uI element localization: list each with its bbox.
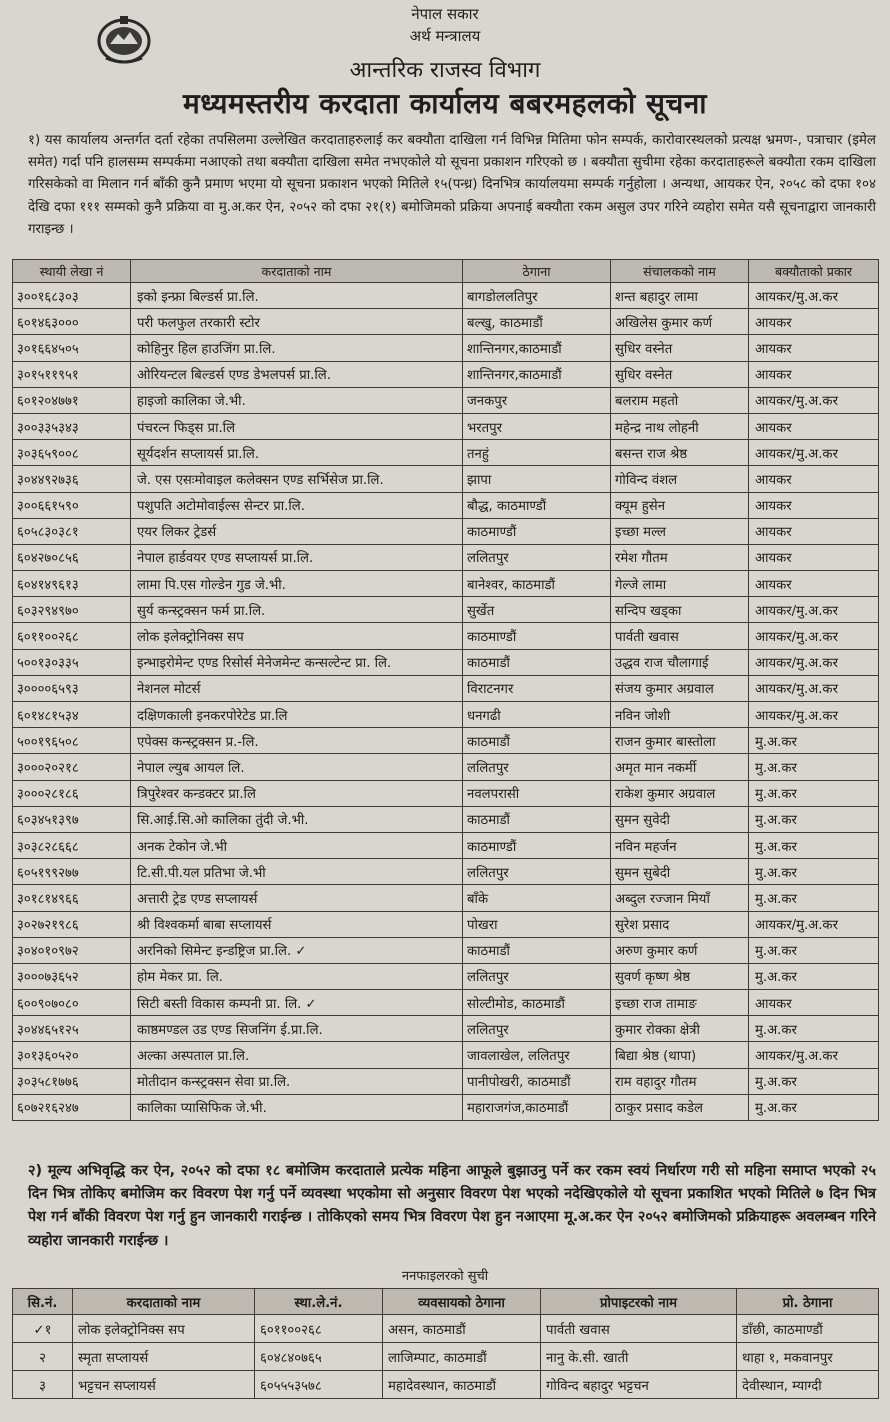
cell-sn: ३	[13, 1371, 73, 1399]
table-row	[13, 1371, 879, 1399]
cell-taxpayer-name: अत्तारी ट्रेड एण्ड सप्लायर्स	[131, 885, 463, 911]
cell-address: झापा	[463, 466, 611, 492]
col-address: ठेगाना	[463, 260, 611, 283]
cell-pan: ३००६६१५९०	[13, 492, 131, 518]
cell-pan: ३०३६५९००८	[13, 440, 131, 466]
cell-pan: ३०१५११९५१	[13, 361, 131, 387]
cell-pan: ३०१८१४९६६	[13, 885, 131, 911]
cell-operator: राजन कुमार बास्तोला	[611, 728, 749, 754]
cell-address: बाँके	[463, 885, 611, 911]
cell-address: तनहुं	[463, 440, 611, 466]
table-row	[13, 571, 879, 597]
cell-address: विराटनगर	[463, 675, 611, 701]
cell-operator: बलराम महतो	[611, 387, 749, 413]
cell-address: काठमाण्डौं	[463, 518, 611, 544]
cell-taxpayer-name: एपेक्स कन्स्ट्रक्सन प्र.-लि.	[131, 728, 463, 754]
cell-business-address: लाजिम्पाट, काठमाडौं	[383, 1343, 541, 1371]
table-row	[13, 387, 879, 413]
cell-operator: उद्धव राज चौलागाई	[611, 649, 749, 675]
cell-operator: ठाकुर प्रसाद कडेल	[611, 1094, 749, 1120]
cell-pan: ३०३८२८६६८	[13, 832, 131, 858]
cell-address: बागडोललतिपुर	[463, 283, 611, 309]
cell-proprietor: नानु के.सी. खाती	[541, 1343, 737, 1371]
cell-pan: ६०४२७०८५६	[13, 544, 131, 570]
col-nf-pan: स्था.ले.नं.	[255, 1289, 383, 1315]
cell-arrears-type: मु.अ.कर	[749, 728, 879, 754]
cell-proprietor-address: थाहा १, मकवानपुर	[737, 1343, 879, 1371]
cell-operator: पार्वती खवास	[611, 623, 749, 649]
cell-address: नवलपरासी	[463, 780, 611, 806]
col-operator: संचालकको नाम	[611, 260, 749, 283]
cell-address: काठमाडौं	[463, 937, 611, 963]
cell-taxpayer-name: नेपाल ल्युब आयल लि.	[131, 754, 463, 780]
cell-pan: ३०३५८१७७६	[13, 1068, 131, 1094]
cell-pan: ३०४०१०९७२	[13, 937, 131, 963]
table-row	[13, 623, 879, 649]
cell-arrears-type: आयकर	[749, 413, 879, 439]
header-ministry: अर्थ मन्त्रालय	[409, 27, 481, 45]
cell-operator: नविन जोशी	[611, 702, 749, 728]
cell-operator: महेन्द्र नाथ लोहनी	[611, 413, 749, 439]
paragraph-2: २) मूल्य अभिवृद्धि कर ऐन, २०५२ को दफा १८ बमोजिम करदाताले प्रत्येक महिना आफूले बुझाउनु पर्ने कर रकम स्वयं निर्धारण गरी सो महिना समाप्त भएको २५ दिन भित्र तोकिए बमोजिम कर विवरण पेश गर्नु पर्ने व्यवस्था भएकोमा सो अनुसार विवरण पेश भएको नदेखिएकोले यो सूचना प्रकाशित भएको मितिले ७ दिन भित्र पेश गर्न बाँकी विवरण पेश गर्नु हुन जानकारी गराईन्छ । तोकिएको समय भित्र विवरण पेश हुन नआएमा मू.अ.कर ऐन २०५२ बमोजिमको प्रक्रियाहरू अवलम्बन गरिने व्यहोरा जानकारी गराईन्छ ।	[28, 1163, 876, 1249]
cell-taxpayer-name: ओरियन्टल बिल्डर्स एण्ड डेभलपर्स प्रा.लि.	[131, 361, 463, 387]
table-row	[13, 859, 879, 885]
cell-address: काठमाडौं	[463, 649, 611, 675]
cell-operator: अब्दुल रज्जान मियाँ	[611, 885, 749, 911]
cell-address: ललितपुर	[463, 544, 611, 570]
cell-address: ललितपुर	[463, 963, 611, 989]
cell-taxpayer-name: अल्का अस्पताल प्रा.लि.	[131, 1042, 463, 1068]
cell-address: काठमाडौं	[463, 728, 611, 754]
cell-operator: शन्त बहादुर लामा	[611, 283, 749, 309]
cell-taxpayer-name: एयर लिकर ट्रेडर्स	[131, 518, 463, 544]
cell-pan: ३०००७३६५२	[13, 963, 131, 989]
cell-taxpayer-name: इन्भाइरोमेन्ट एण्ड रिसोर्स मेनेजमेन्ट कन्सल्टेन्ट प्रा. लि.	[131, 649, 463, 675]
cell-arrears-type: मु.अ.कर	[749, 754, 879, 780]
cell-pan: ६०१४८१५३४	[13, 702, 131, 728]
cell-business-address: असन, काठमाडौं	[383, 1315, 541, 1343]
cell-pan: ३०००२०२१८	[13, 754, 131, 780]
table-row	[13, 911, 879, 937]
cell-arrears-type: मु.अ.कर	[749, 885, 879, 911]
cell-arrears-type: आयकर	[749, 335, 879, 361]
cell-address: ललितपुर	[463, 1016, 611, 1042]
col-pan: स्थायी लेखा नं	[13, 260, 131, 283]
cell-nf-pan: ६०११००२६८	[255, 1315, 383, 1343]
cell-arrears-type: आयकर/मु.अ.कर	[749, 283, 879, 309]
table-row	[13, 885, 879, 911]
cell-pan: ५००१३०३३५	[13, 649, 131, 675]
table-row	[13, 675, 879, 701]
col-proprietor: प्रोपाइटरको नाम	[541, 1289, 737, 1315]
table-row	[13, 466, 879, 492]
cell-address: काठमाडौं	[463, 806, 611, 832]
cell-address: पानीपोखरी, काठमाडौं	[463, 1068, 611, 1094]
cell-address: धनगढी	[463, 702, 611, 728]
cell-operator: नविन महर्जन	[611, 832, 749, 858]
cell-operator: गेल्जे लामा	[611, 571, 749, 597]
cell-operator: संजय कुमार अग्रवाल	[611, 675, 749, 701]
cell-address: काठमाण्डौं	[463, 623, 611, 649]
col-business-address: व्यवसायको ठेगाना	[383, 1289, 541, 1315]
cell-arrears-type: आयकर/मु.अ.कर	[749, 597, 879, 623]
table-row	[13, 283, 879, 309]
cell-taxpayer-name: काष्ठमण्डल उड एण्ड सिजनिंग ई.प्रा.लि.	[131, 1016, 463, 1042]
table-row	[13, 361, 879, 387]
cell-operator: सुमन सुबेदी	[611, 859, 749, 885]
cell-operator: बिद्या श्रेष्ठ (थापा)	[611, 1042, 749, 1068]
cell-arrears-type: आयकर	[749, 518, 879, 544]
cell-address: जावलाखेल, ललितपुर	[463, 1042, 611, 1068]
cell-arrears-type: आयकर/मु.अ.कर	[749, 440, 879, 466]
cell-operator: सन्दिप खड्का	[611, 597, 749, 623]
cell-address: सुर्खेत	[463, 597, 611, 623]
cell-operator: राम वहादुर गौतम	[611, 1068, 749, 1094]
cell-proprietor: गोविन्द बहादुर भट्टचन	[541, 1371, 737, 1399]
cell-taxpayer-name: श्री विश्वकर्मा बाबा सप्लायर्स	[131, 911, 463, 937]
table-row	[13, 544, 879, 570]
cell-pan: ६००९०७०८०	[13, 990, 131, 1016]
cell-arrears-type: आयकर/मु.अ.कर	[749, 675, 879, 701]
cell-pan: ६०३२९४९७०	[13, 597, 131, 623]
cell-operator: अमृत मान नकर्मी	[611, 754, 749, 780]
cell-pan: ६०७२१६२४७	[13, 1094, 131, 1120]
cell-pan: ३०२७२१९८६	[13, 911, 131, 937]
header-government: नेपाल सकार	[411, 5, 479, 23]
cell-address: भरतपुर	[463, 413, 611, 439]
cell-arrears-type: आयकर/मु.अ.कर	[749, 702, 879, 728]
table-row	[13, 440, 879, 466]
cell-arrears-type: मु.अ.कर	[749, 963, 879, 989]
cell-address: बल्खु, काठमाडौं	[463, 309, 611, 335]
cell-taxpayer-name: कोहिनुर हिल हाउजिंग प्रा.लि.	[131, 335, 463, 361]
cell-pan: ६०३४५१३९७	[13, 806, 131, 832]
cell-taxpayer-name: अरनिको सिमेन्ट इन्डष्ट्रिज प्रा.लि. ✓	[131, 937, 463, 963]
cell-arrears-type: मु.अ.कर	[749, 780, 879, 806]
cell-operator: सुधिर वस्नेत	[611, 335, 749, 361]
cell-taxpayer-name: जे. एस एसःमोवाइल कलेक्सन एण्ड सर्भिसेज प्रा.लि.	[131, 466, 463, 492]
table-row	[13, 780, 879, 806]
cell-taxpayer-name: नेशनल मोटर्स	[131, 675, 463, 701]
col-proprietor-address: प्रो. ठेगाना	[737, 1289, 879, 1315]
cell-address: ललितपुर	[463, 754, 611, 780]
cell-arrears-type: आयकर/मु.अ.कर	[749, 387, 879, 413]
table-row	[13, 990, 879, 1016]
cell-taxpayer-name: नेपाल हार्डवयर एण्ड सप्लायर्स प्रा.लि.	[131, 544, 463, 570]
cell-taxpayer-name: पंचरत्न फिड्स प्रा.लि	[131, 413, 463, 439]
cell-operator: इच्छा मल्ल	[611, 518, 749, 544]
table-row	[13, 702, 879, 728]
table-row	[13, 1343, 879, 1371]
nonfiler-caption: ननफाइलरको सुची	[401, 1269, 489, 1284]
cell-pan: ३०१६६४५०५	[13, 335, 131, 361]
table-row	[13, 832, 879, 858]
table-row	[13, 335, 879, 361]
arrears-table-header	[13, 260, 879, 283]
cell-arrears-type: आयकर	[749, 492, 879, 518]
cell-address: बौद्ध, काठमाण्डौं	[463, 492, 611, 518]
cell-operator: सुरेश प्रसाद	[611, 911, 749, 937]
cell-pan: ३०००२८१८६	[13, 780, 131, 806]
cell-address: ललितपुर	[463, 859, 611, 885]
table-row	[13, 963, 879, 989]
cell-arrears-type: आयकर/मु.अ.कर	[749, 1042, 879, 1068]
cell-nf-pan: ६०४८४०७६५	[255, 1343, 383, 1371]
cell-arrears-type: मु.अ.कर	[749, 1068, 879, 1094]
cell-arrears-type: आयकर	[749, 990, 879, 1016]
cell-proprietor: पार्वती खवास	[541, 1315, 737, 1343]
cell-address: काठमाण्डौं	[463, 832, 611, 858]
table-row	[13, 1315, 879, 1343]
cell-operator: इच्छा राज तामाङ	[611, 990, 749, 1016]
cell-operator: क्यूम हुसेन	[611, 492, 749, 518]
cell-arrears-type: मु.अ.कर	[749, 1094, 879, 1120]
table-row	[13, 492, 879, 518]
table-row	[13, 309, 879, 335]
cell-taxpayer-name: दक्षिणकाली इनकरपोरेटेड प्रा.लि	[131, 702, 463, 728]
cell-operator: कुमार रोक्का क्षेत्री	[611, 1016, 749, 1042]
cell-taxpayer-name: सुर्य कन्स्ट्रक्सन फर्म प्रा.लि.	[131, 597, 463, 623]
cell-pan: ३००००६५९३	[13, 675, 131, 701]
cell-arrears-type: आयकर/मु.अ.कर	[749, 649, 879, 675]
table-row	[13, 1068, 879, 1094]
cell-address: सोल्टीमोड, काठमाडौं	[463, 990, 611, 1016]
table-row	[13, 806, 879, 832]
cell-operator: अरुण कुमार कर्ण	[611, 937, 749, 963]
cell-pan: ६०४१४९६१३	[13, 571, 131, 597]
cell-pan: ३००३३५३४३	[13, 413, 131, 439]
cell-taxpayer-name: परी फलफुल तरकारी स्टोर	[131, 309, 463, 335]
header-department: आन्तरिक राजस्व विभाग	[349, 58, 541, 83]
nonfiler-table	[12, 1288, 879, 1399]
cell-pan: ६०११००२६८	[13, 623, 131, 649]
cell-pan: ३०४४९२७३६	[13, 466, 131, 492]
cell-operator: सुमन सुवेदी	[611, 806, 749, 832]
cell-address: बानेश्वर, काठमाडौं	[463, 571, 611, 597]
cell-taxpayer-name: त्रिपुरेश्वर कन्डक्टर प्रा.लि	[131, 780, 463, 806]
table-row	[13, 597, 879, 623]
cell-address: पोखरा	[463, 911, 611, 937]
cell-business-address: महादेवस्थान, काठमाडौं	[383, 1371, 541, 1399]
cell-address: महाराजगंज,काठमाडौं	[463, 1094, 611, 1120]
cell-operator: गोविन्द वंशल	[611, 466, 749, 492]
cell-pan: ६०५१९९२७७	[13, 859, 131, 885]
table-row	[13, 1094, 879, 1120]
cell-address: जनकपुर	[463, 387, 611, 413]
cell-nf-name: लोक इलेक्ट्रोनिक्स सप	[73, 1315, 255, 1343]
cell-taxpayer-name: कालिका प्यासिफिक जे.भी.	[131, 1094, 463, 1120]
col-taxpayer-name: करदाताको नाम	[131, 260, 463, 283]
cell-arrears-type: मु.अ.कर	[749, 806, 879, 832]
col-nf-name: करदाताको नाम	[73, 1289, 255, 1315]
table-row	[13, 937, 879, 963]
table-row	[13, 1042, 879, 1068]
cell-taxpayer-name: होम मेकर प्रा. लि.	[131, 963, 463, 989]
cell-pan: ३००१६८३०३	[13, 283, 131, 309]
cell-taxpayer-name: मोतीदान कन्स्ट्रक्सन सेवा प्रा.लि.	[131, 1068, 463, 1094]
cell-taxpayer-name: सूर्यदर्शन सप्लायर्स प्रा.लि.	[131, 440, 463, 466]
cell-arrears-type: आयकर	[749, 361, 879, 387]
cell-pan: ६०१४६३०००	[13, 309, 131, 335]
cell-address: शान्तिनगर,काठमाडौं	[463, 335, 611, 361]
cell-nf-name: भट्टचन सप्लायर्स	[73, 1371, 255, 1399]
cell-arrears-type: आयकर	[749, 309, 879, 335]
cell-pan: ५००१९६५०८	[13, 728, 131, 754]
cell-taxpayer-name: अनक टेकोन जे.भी	[131, 832, 463, 858]
cell-taxpayer-name: सिटी बस्ती विकास कम्पनी प्रा. लि. ✓	[131, 990, 463, 1016]
cell-pan: ३०१३६०५२०	[13, 1042, 131, 1068]
cell-nf-pan: ६०५५५३५७८	[255, 1371, 383, 1399]
cell-pan: ३०४४६५१२५	[13, 1016, 131, 1042]
paragraph-1: १) यस कार्यालय अन्तर्गत दर्ता रहेका तपसिलमा उल्लेखित करदाताहरुलाई कर बक्यौता दाखिला गर्न विभिन्न मितिमा फोन सम्पर्क, कारोवारस्थलको प्रत्यक्ष भ्रमण-, पत्राचार (इमेल समेत) गर्दा पनि हालसम्म सम्पर्कमा नआएको तथा बक्यौता दाखिला समेत नभएकोले यो सूचना प्रकाशन गरिएको छ । बक्यौता सुचीमा रहेका करदाताहरूले बक्यौता रकम दाखिला गरिसकेको वा मिलान गर्न बाँकी कुनै प्रमाण भएमा यो सूचना प्रकाशन भएको मितिले १५(पन्ध्र) दिनभित्र कार्यालयमा सम्पर्क गर्नुहोला । अन्यथा, आयकर ऐन, २०५८ को दफा १०४ देखि दफा १११ सम्मको कुनै प्रक्रिया वा मु.अ.कर ऐन, २०५२ को दफा २१(१) बमोजिमको प्रक्रिया अपनाई बक्यौता रकम असुल उपर गरिने व्यहोरा समेत यसै सूचनाद्वारा जानकारी गराइन्छ ।	[28, 133, 876, 237]
cell-proprietor-address: देवीस्थान, म्याग्दी	[737, 1371, 879, 1399]
table-row	[13, 728, 879, 754]
table-row	[13, 754, 879, 780]
cell-arrears-type: आयकर/मु.अ.कर	[749, 623, 879, 649]
cell-proprietor-address: डाँछी, काठमाण्डौं	[737, 1315, 879, 1343]
cell-operator: सुवर्ण कृष्ण श्रेष्ठ	[611, 963, 749, 989]
table-row	[13, 649, 879, 675]
cell-nf-name: स्मृता सप्लायर्स	[73, 1343, 255, 1371]
cell-arrears-type: मु.अ.कर	[749, 859, 879, 885]
cell-sn: ✓१	[13, 1315, 73, 1343]
cell-arrears-type: मु.अ.कर	[749, 937, 879, 963]
cell-taxpayer-name: लामा पि.एस गोल्डेन गुड जे.भी.	[131, 571, 463, 597]
cell-operator: राकेश कुमार अग्रवाल	[611, 780, 749, 806]
col-arrears-type: बक्यौताको प्रकार	[749, 260, 879, 283]
cell-arrears-type: मु.अ.कर	[749, 1016, 879, 1042]
cell-pan: ६०१२०४७७१	[13, 387, 131, 413]
nonfiler-table-header	[13, 1289, 879, 1315]
table-row	[13, 518, 879, 544]
cell-pan: ६०५८३०३८१	[13, 518, 131, 544]
cell-operator: बसन्त राज श्रेष्ठ	[611, 440, 749, 466]
cell-taxpayer-name: लोक इलेक्ट्रोनिक्स सप	[131, 623, 463, 649]
cell-operator: सुधिर वस्नेत	[611, 361, 749, 387]
cell-arrears-type: आयकर/मु.अ.कर	[749, 911, 879, 937]
arrears-table	[12, 259, 879, 1121]
cell-taxpayer-name: हाइजो कालिका जे.भी.	[131, 387, 463, 413]
cell-arrears-type: आयकर	[749, 544, 879, 570]
notice-title: मध्यमस्तरीय करदाता कार्यालय बबरमहलको सूचना	[182, 87, 708, 120]
cell-arrears-type: आयकर	[749, 571, 879, 597]
table-row	[13, 1016, 879, 1042]
cell-taxpayer-name: सि.आई.सि.ओ कालिका तुंदी जे.भी.	[131, 806, 463, 832]
cell-operator: रमेश गौतम	[611, 544, 749, 570]
cell-address: शान्तिनगर,काठमाडौं	[463, 361, 611, 387]
cell-operator: अखिलेस कुमार कर्ण	[611, 309, 749, 335]
table-row	[13, 413, 879, 439]
cell-taxpayer-name: टि.सी.पी.यल प्रतिभा जे.भी	[131, 859, 463, 885]
cell-sn: २	[13, 1343, 73, 1371]
col-sn: सि.नं.	[13, 1289, 73, 1315]
cell-arrears-type: आयकर	[749, 466, 879, 492]
cell-arrears-type: मु.अ.कर	[749, 832, 879, 858]
cell-taxpayer-name: पशुपति अटोमोवाईल्स सेन्टर प्रा.लि.	[131, 492, 463, 518]
cell-taxpayer-name: इको इन्फ्रा बिल्डर्स प्रा.लि.	[131, 283, 463, 309]
